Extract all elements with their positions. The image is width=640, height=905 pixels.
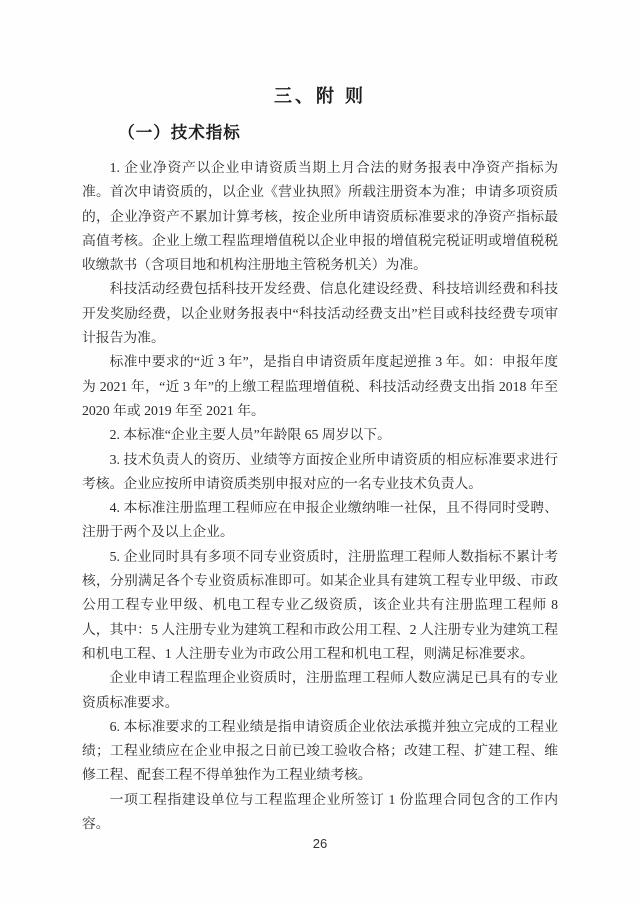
document-body — [82, 156, 558, 836]
paragraph-9: 6. 本标准要求的工程业绩是指申请资质企业依法承揽并独立完成的工程业绩；工程业绩应在企业申报之日前已竣工验收合格；改建工程、扩建工程、维修工程、配套工程不得单独作为工程业绩考核。 — [82, 718, 558, 783]
paragraph-5: 3. 技术负责人的资历、业绩等方面按企业所申请资质的相应标准要求进行考核。企业应按所申请资质类别申报对应的一名专业技术负责人。 — [82, 451, 558, 491]
paragraph-4: 2. 本标准“企业主要人员”年龄限 65 周岁以下。 — [109, 427, 391, 443]
page-number: 26 — [312, 836, 328, 851]
paragraph-7: 5. 企业同时具有多项不同专业资质时，注册监理工程师人数指标不累计考核，分别满足各个专业资质标准即可。如某企业具有建筑工程专业甲级、市政公用工程专业甲级、机电工程专业乙级资质，该企业共有注册监理工程师 8 人，其中：5 人注册专业为建筑工程和市政公用工程、2 人注册专业为建筑工程和机电工程、1 人注册专业为市政公用工程和机电工程，则满足标准要求。 — [82, 548, 558, 661]
section-heading: （一）技术指标 — [118, 124, 241, 142]
paragraph-8: 企业申请工程监理企业资质时，注册监理工程师人数应满足已具有的专业资质标准要求。 — [82, 670, 558, 710]
paragraph-1: 1. 企业净资产以企业申请资质当期上月合法的财务报表中净资产指标为准。首次申请资质的，以企业《营业执照》所载注册资本为准；申请多项资质的，企业净资产不累加计算考核，按企业所申请资质标准要求的净资产指标最高值考核。企业上缴工程监理增值税以企业申报的增值税完税证明或增值税税收缴款书（含项目地和机构注册地主管税务机关）为准。 — [82, 160, 558, 273]
paragraph-6: 4. 本标准注册监理工程师应在申报企业缴纳唯一社保，且不得同时受聘、注册于两个及以上企业。 — [82, 500, 558, 540]
paragraph-3: 标准中要求的“近 3 年”，是指自申请资质年度起逆推 3 年。如：申报年度为 2021 年，“近 3 年”的上缴工程监理增值税、科技活动经费支出指 2018 年至 2020 年或 2019 年至 2021 年。 — [82, 354, 558, 418]
paragraph-10: 一项工程指建设单位与工程监理企业所签订 1 份监理合同包含的工作内容。 — [82, 791, 558, 832]
paragraph-2: 科技活动经费包括科技开发经费、信息化建设经费、科技培训经费和科技开发奖励经费，以企业财务报表中“科技活动经费支出”栏目或科技经费专项审计报告为准。 — [82, 281, 558, 346]
document-title: 三、附 则 — [273, 86, 366, 106]
